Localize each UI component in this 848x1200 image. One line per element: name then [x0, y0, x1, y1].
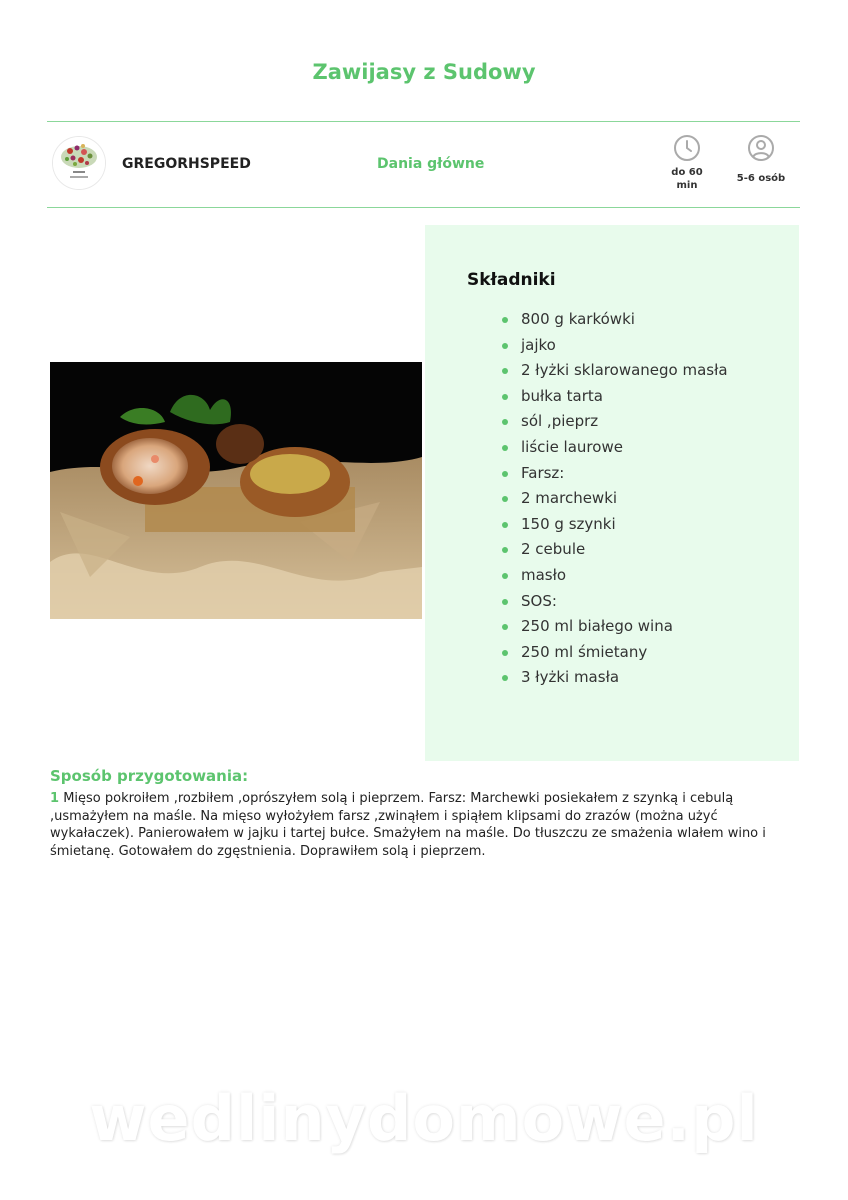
step-text: Mięso pokroiłem ,rozbiłem ,oprószyłem solą i pieprzem. Farsz: Marchewki posiekałem z szynką i cebulą ,usmażyłem na maśle. Na mięso wyłożyłem farsz ,zwinąłem i spiąłem klipsami do zrazów (można użyć wykałaczek). Panierowałem w jajku i tartej bułce. Smażyłem na maśle. Do tłuszczu ze smażenia wlałem wino i śmietanę. Gotowałem do zgęstnienia. Doprawiłem solą i pieprzem.	[50, 791, 766, 859]
recipe-photo	[50, 362, 422, 619]
ingredient-item: bułka tarta	[521, 386, 728, 412]
prep-time-label: do 60 min	[671, 167, 703, 191]
ingredient-item: 2 łyżki sklarowanego masła	[521, 360, 728, 386]
ingredient-item: jajko	[521, 335, 728, 361]
ingredient-item: 2 cebule	[521, 539, 728, 565]
ingredient-item: 250 ml białego wina	[521, 616, 728, 642]
author-name[interactable]: GREGORHSPEED	[122, 156, 251, 172]
clock-icon	[673, 134, 701, 162]
servings-label: 5-6 osób	[736, 173, 786, 184]
ingredient-item: Farsz:	[521, 463, 728, 489]
recipe-category[interactable]: Dania główne	[377, 156, 485, 172]
servings	[733, 134, 789, 185]
ingredient-item: sól ,pieprz	[521, 411, 728, 437]
preparation-title: Sposób przygotowania:	[50, 767, 249, 785]
ingredient-item: masło	[521, 565, 728, 591]
ingredients-panel	[425, 225, 799, 761]
ingredient-item: 2 marchewki	[521, 488, 728, 514]
author-avatar	[53, 137, 105, 189]
recipe-title: Zawijasy z Sudowy	[312, 60, 536, 84]
ingredient-item: 250 ml śmietany	[521, 642, 728, 668]
ingredient-item: SOS:	[521, 591, 728, 617]
prep-time	[662, 134, 712, 192]
ingredient-item: 150 g szynki	[521, 514, 728, 540]
ingredient-item: 800 g karkówki	[521, 309, 728, 335]
ingredient-item: 3 łyżki masła	[521, 667, 728, 693]
site-watermark: wedlinydomowe.pl	[89, 1082, 759, 1155]
recipe-meta-bar	[47, 121, 800, 208]
step-number: 1	[50, 791, 60, 806]
ingredient-item: liście laurowe	[521, 437, 728, 463]
person-icon	[747, 134, 775, 162]
ingredients-list	[521, 309, 728, 693]
preparation-step	[50, 790, 800, 860]
ingredients-title: Składniki	[467, 270, 556, 290]
